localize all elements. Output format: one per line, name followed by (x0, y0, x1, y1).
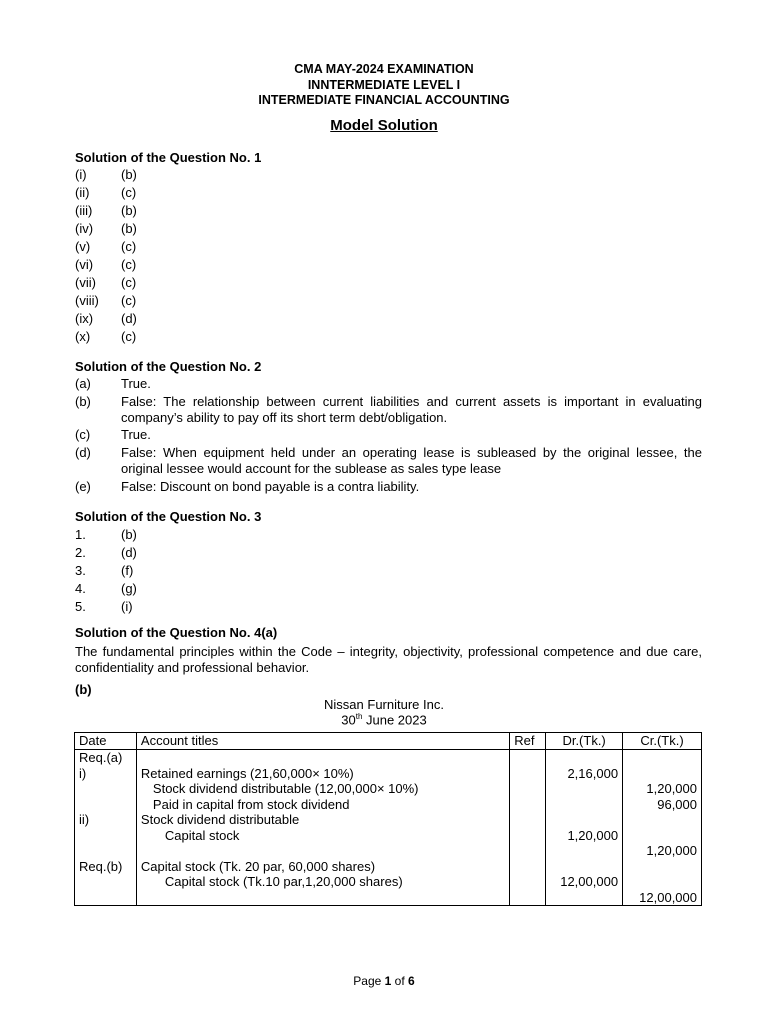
journal-cell (550, 750, 618, 766)
journal-cell: 1,20,000 (646, 843, 697, 858)
q2-item-text: False: When equipment held under an operating lease is subleased by the original lessee, the original lessee would account for the sublease as sales type lease (121, 445, 702, 476)
journal-cell: Capital stock (Tk. 20 par, 60,000 shares) (140, 858, 376, 874)
item-answer: (d) (121, 311, 137, 326)
item-answer: (b) (121, 167, 137, 182)
journal-cell (550, 781, 618, 797)
journal-cell: Capital stock (Tk.10 par,1,20,000 shares) (164, 874, 403, 889)
item-answer: (d) (121, 545, 137, 560)
date-column (75, 750, 137, 906)
item-number: (vii) (75, 275, 96, 290)
item-number: (viii) (75, 293, 99, 308)
journal-cell (514, 890, 541, 906)
item-number: 5. (75, 599, 86, 614)
exam-subject: INTERMEDIATE FINANCIAL ACCOUNTING (258, 93, 510, 107)
journal-cell (550, 797, 618, 813)
ref-column (510, 750, 546, 906)
journal-cell: Retained earnings (21,60,000× 10%) (140, 765, 354, 781)
item-answer: (c) (121, 293, 137, 308)
q1-heading: Solution of the Question No. 1 (75, 150, 262, 165)
item-answer: (c) (121, 185, 137, 200)
journal-cell: 1,20,000 (646, 781, 697, 796)
item-answer: (c) (121, 275, 137, 290)
q2-item-label: (b) (75, 394, 91, 409)
item-answer: (b) (121, 527, 137, 542)
journal-cell (79, 843, 132, 859)
journal-cell: ii) (79, 812, 90, 827)
journal-cell (550, 859, 618, 875)
journal-cell (141, 750, 505, 766)
col-credit-header: Cr.(Tk.) (623, 733, 702, 750)
col-account-titles-header: Account titles (136, 733, 509, 750)
journal-cell: Req.(b) (79, 858, 123, 874)
journal-cell (79, 828, 132, 844)
item-number: (i) (75, 167, 87, 182)
q2-item-text: True. (121, 427, 151, 442)
q2-item-label: (c) (75, 427, 91, 442)
journal-cell (514, 859, 541, 875)
journal-cell (627, 766, 697, 782)
journal-header-row (75, 733, 702, 750)
journal-cell: 12,00,000 (560, 874, 619, 889)
journal-cell (627, 812, 697, 828)
q2-item-text: False: Discount on bond payable is a contra liability. (121, 479, 420, 494)
journal-cell (514, 750, 541, 766)
journal-cell (514, 843, 541, 859)
journal-cell: Paid in capital from stock dividend (152, 796, 350, 812)
item-answer: (f) (121, 563, 134, 578)
journal-cell (514, 828, 541, 844)
item-answer: (c) (121, 239, 137, 254)
col-debit-header: Dr.(Tk.) (546, 733, 623, 750)
item-number: 4. (75, 581, 86, 596)
item-answer: (c) (121, 329, 137, 344)
q3-heading: Solution of the Question No. 3 (75, 509, 262, 524)
item-answer: (b) (121, 203, 137, 218)
item-number: (iv) (75, 221, 94, 236)
item-number: 3. (75, 563, 86, 578)
q4b-label: (b) (75, 682, 92, 697)
q4a-answer-text: The fundamental principles within the Code – integrity, objectivity, professional competence and due care, confidentiality and professional behavior. (75, 644, 702, 675)
journal-cell: Req.(a) (79, 750, 123, 765)
journal-cell (514, 874, 541, 890)
journal-cell (514, 766, 541, 782)
item-number: (v) (75, 239, 91, 254)
item-answer: (b) (121, 221, 137, 236)
journal-cell (514, 812, 541, 828)
journal-cell (550, 890, 618, 906)
item-number: (ix) (75, 311, 94, 326)
journal-cell (141, 843, 505, 859)
journal-cell (627, 874, 697, 890)
page-title: Model Solution (330, 117, 438, 134)
col-date-header: Date (75, 733, 137, 750)
journal-cell (550, 812, 618, 828)
journal-cell (141, 890, 505, 906)
journal-cell (550, 843, 618, 859)
journal-cell (79, 797, 132, 813)
q2-item-label: (a) (75, 376, 91, 391)
credit-column (623, 750, 702, 906)
journal-date: 30th June 2023 (341, 712, 427, 728)
q2-item-text: False: The relationship between current liabilities and current assets is important in evaluating company’s ability to pay off its short term debt/obligation. (121, 394, 702, 425)
item-answer: (c) (121, 257, 137, 272)
journal-cell: Stock dividend distributable (12,00,000× 10%) (152, 781, 419, 796)
item-answer: (g) (121, 581, 137, 596)
journal-cell (627, 750, 697, 766)
q2-item-label: (e) (75, 479, 91, 494)
debit-column (546, 750, 623, 906)
journal-cell (514, 781, 541, 797)
journal-cell (79, 874, 132, 890)
exam-level: INNTERMEDIATE LEVEL I (307, 78, 461, 92)
col-ref-header: Ref (510, 733, 546, 750)
exam-title: CMA MAY-2024 EXAMINATION (294, 62, 474, 76)
item-number: (vi) (75, 257, 94, 272)
journal-cell (79, 781, 132, 797)
q2-item-label: (d) (75, 445, 91, 460)
q4-heading: Solution of the Question No. 4(a) (75, 625, 278, 640)
journal-cell (627, 859, 697, 875)
journal-cell: Capital stock (164, 827, 240, 843)
page-footer: Page 1 of 6 (353, 974, 415, 988)
account-titles-column (136, 750, 509, 906)
item-answer: (i) (121, 599, 133, 614)
journal-cell: 2,16,000 (567, 765, 619, 781)
journal-cell: 96,000 (657, 796, 697, 812)
journal-cell: Stock dividend distributable (140, 812, 300, 827)
item-number: 1. (75, 527, 86, 542)
journal-cell (514, 797, 541, 813)
q2-item-text: True. (121, 376, 151, 391)
journal-cell: 12,00,000 (639, 889, 697, 905)
journal-cell: 1,20,000 (567, 827, 619, 843)
item-number: (ii) (75, 185, 90, 200)
journal-body (75, 750, 702, 906)
q2-heading: Solution of the Question No. 2 (75, 359, 262, 374)
item-number: 2. (75, 545, 86, 560)
journal-cell: i) (79, 765, 87, 781)
journal-cell (79, 890, 132, 906)
journal-cell (627, 828, 697, 844)
item-number: (x) (75, 329, 91, 344)
company-name: Nissan Furniture Inc. (324, 697, 444, 712)
journal-table (74, 732, 702, 906)
item-number: (iii) (75, 203, 93, 218)
